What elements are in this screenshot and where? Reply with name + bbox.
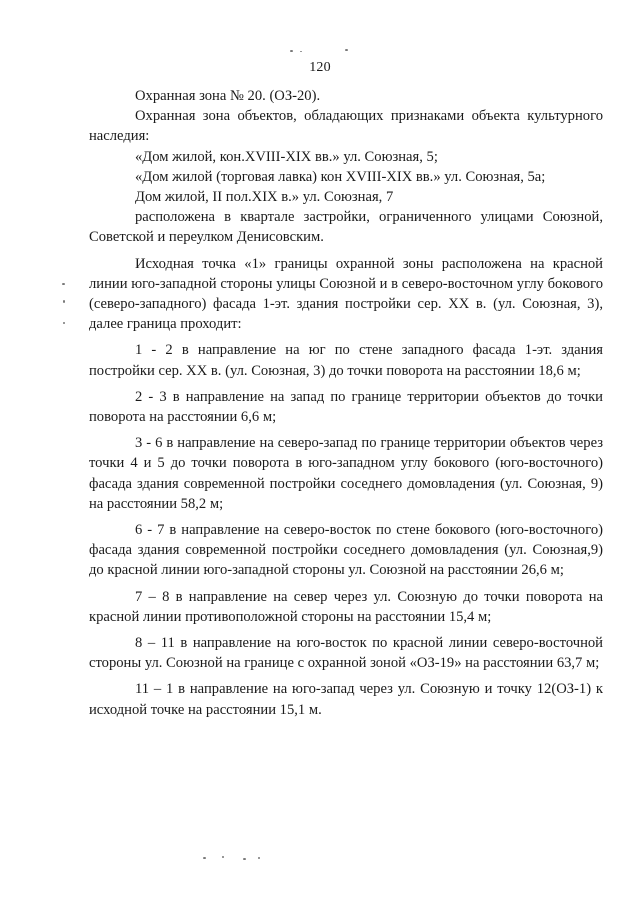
scan-speck bbox=[62, 283, 65, 285]
boundary-segment: 6 - 7 в направление на северо-восток по стене бокового (юго-восточного) фасада здания современной постройки соседнего домовладения (ул. Союзная,9) до красной линии юго-западной стороны ул. Союзной на расстоянии 26,6 м; bbox=[89, 522, 603, 579]
scan-speck bbox=[300, 51, 302, 52]
zone-description: Охранная зона объектов, обладающих признаками объекта культурного наследия: bbox=[89, 108, 603, 145]
boundary-start: Исходная точка «1» границы охранной зоны расположена на красной линии юго-западной стороны улицы Союзной и в северо-восточном углу бокового (северо-западного) фасада 1-эт. здания постройки сер. XX в. (ул. Союзная, 3), далее граница проходит: bbox=[89, 255, 603, 333]
document-body bbox=[89, 86, 603, 720]
zone-location: расположена в квартале застройки, ограниченного улицами Союзной, Советской и переулком Денисовским. bbox=[89, 209, 603, 246]
boundary-segment: 2 - 3 в направление на запад по границе территории объектов до точки поворота на расстоянии 6,6 м; bbox=[89, 388, 603, 426]
scan-speck bbox=[258, 857, 260, 859]
scan-speck bbox=[243, 858, 246, 860]
boundary-segment: 11 – 1 в направление на юго-запад через ул. Союзную и точку 12(ОЗ-1) к исходной точке на расстоянии 15,1 м. bbox=[89, 681, 603, 718]
heritage-object-2: «Дом жилой (торговая лавка) кон XVIII-XIX вв.» ул. Союзная, 5а; bbox=[135, 168, 546, 185]
scan-speck bbox=[345, 49, 348, 51]
boundary-segment: 3 - 6 в направление на северо-запад по границе территории объектов через точки 4 и 5 до точки поворота в юго-западном углу бокового (юго-восточного) фасада здания современной постройки соседнего домовладения (ул. Союзная, 9) на расстоянии 58,2 м; bbox=[89, 435, 603, 512]
zone-heading: Охранная зона № 20. (ОЗ-20). bbox=[135, 88, 321, 104]
scan-speck bbox=[290, 50, 293, 52]
scan-speck bbox=[63, 300, 65, 303]
boundary-segment: 8 – 11 в направление на юго-восток по красной линии северо-восточной стороны ул. Союзной на границе с охранной зоной «ОЗ-19» на расстоянии 63,7 м; bbox=[89, 635, 603, 672]
scan-speck bbox=[63, 322, 65, 324]
scan-speck bbox=[203, 857, 206, 859]
page-number: 120 bbox=[309, 60, 331, 75]
heritage-object-1: «Дом жилой, кон.XVIII-XIX вв.» ул. Союзная, 5; bbox=[135, 148, 438, 165]
boundary-segment: 7 – 8 в направление на север через ул. Союзную до точки поворота на красной линии противоположной стороны на расстоянии 15,4 м; bbox=[89, 588, 603, 625]
boundary-segment: 1 - 2 в направление на юг по стене западного фасада 1-эт. здания постройки сер. XX в. (ул. Союзная, 3) до точки поворота на расстоянии 18,6 м; bbox=[89, 342, 603, 379]
scan-speck bbox=[222, 856, 224, 858]
heritage-object-3: Дом жилой, II пол.XIX в.» ул. Союзная, 7 bbox=[135, 189, 394, 206]
